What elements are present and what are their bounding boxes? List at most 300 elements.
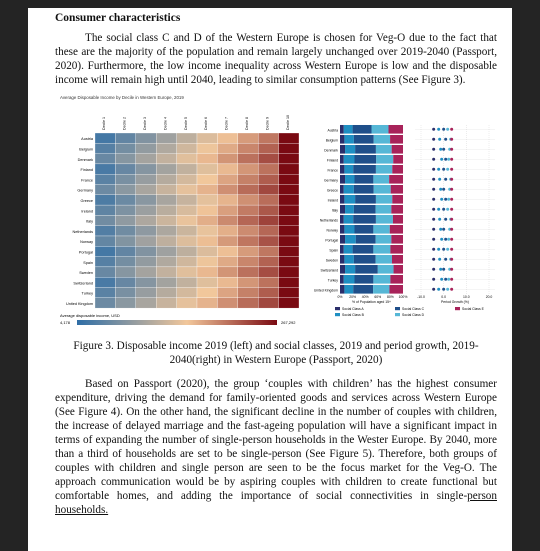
decile-header: Decile 10 bbox=[285, 115, 290, 130]
heatmap-cell bbox=[258, 164, 278, 174]
heatmap-cell bbox=[258, 298, 278, 308]
heatmap-cell bbox=[177, 195, 197, 205]
heatmap-cell bbox=[95, 164, 115, 174]
heatmap-cell bbox=[258, 143, 278, 153]
heatmap-cell bbox=[258, 277, 278, 287]
paragraph-consumer-classes: The social class C and D of the Western Europe is chosen for Veg-O due to the fact that these are the majority of the population and remain largely unchanged over 2019-2040 (Passport, 2020). Furthermore, the low income inequality across Western Europe is low and the disposable income will remain high until 2040, leading to similar consumption patterns (See Figure 3). bbox=[55, 32, 497, 86]
heatmap-cell bbox=[279, 215, 299, 225]
class-bar-segment bbox=[340, 285, 344, 294]
class-bar-segment bbox=[340, 275, 344, 284]
heatmap-cell bbox=[279, 154, 299, 164]
growth-dot bbox=[440, 238, 443, 241]
heatmap-cell bbox=[197, 174, 217, 184]
heatmap-cell bbox=[238, 277, 258, 287]
growth-dot bbox=[442, 268, 445, 271]
heatmap-cell bbox=[238, 174, 258, 184]
heatmap-cell bbox=[238, 267, 258, 277]
class-bar-segment bbox=[340, 235, 345, 244]
heatmap-cell bbox=[238, 298, 258, 308]
paragraph-body: Based on Passport (2020), the group ‘couples with children’ has the highest consumer expenditure, driving the demand for family-oriented goods and services across Western Europe (See Figure 4). On the other hand, the significant decline in the number of couples with children, the increase of delayed marriage and the fast-ageing population will have a significant impact in terms of expanding the number of single-person households in the Wester Europe. By 2040, more than a third of households are set to be single-person (See Figure 5). Therefore, both groups of couples with children and single person are seen to be the focus market for the Veg-O. The approach communication would be by aspiring couples with children to create functional but comfortable homes, and adding the importance of social connectivities in single- bbox=[55, 378, 497, 502]
class-bar-segment bbox=[354, 175, 373, 184]
decile-header: Decile 9 bbox=[265, 117, 270, 130]
heatmap-cell bbox=[136, 195, 156, 205]
growth-axis-tick: 0.0 bbox=[441, 295, 447, 299]
heatmap-cell bbox=[95, 277, 115, 287]
class-bar-segment bbox=[340, 215, 344, 224]
heatmap-cell bbox=[156, 185, 176, 195]
heatmap-cell bbox=[238, 205, 258, 215]
class-bar-segment bbox=[340, 185, 344, 194]
class-bar-segment bbox=[354, 205, 376, 214]
heatmap-country-label: Greece bbox=[80, 199, 93, 204]
growth-dot bbox=[447, 238, 450, 241]
heatmap-cell bbox=[238, 133, 258, 143]
growth-dot bbox=[450, 148, 453, 151]
heatmap-country-label: Belgium bbox=[79, 147, 93, 152]
class-bar-segment bbox=[353, 125, 372, 134]
heatmap-cell bbox=[95, 133, 115, 143]
heatmap-cell bbox=[279, 246, 299, 256]
class-bar-segment bbox=[345, 235, 356, 244]
heatmap-country-label: Austria bbox=[81, 137, 93, 142]
heatmap-cell bbox=[177, 298, 197, 308]
heatmap-cell bbox=[197, 143, 217, 153]
heatmap-cell bbox=[156, 298, 176, 308]
growth-dot bbox=[450, 258, 453, 261]
growth-dot bbox=[432, 218, 435, 221]
heatmap-cell bbox=[115, 246, 135, 256]
class-bar-segment bbox=[344, 135, 353, 144]
heatmap-cell bbox=[217, 257, 237, 267]
heatmap-cell bbox=[258, 133, 278, 143]
heatmap-cell bbox=[177, 236, 197, 246]
class-bar-segment bbox=[391, 185, 403, 194]
heatmap-cell bbox=[258, 236, 278, 246]
heatmap-cell bbox=[136, 164, 156, 174]
growth-dot bbox=[442, 168, 445, 171]
heatmap-cell bbox=[115, 288, 135, 298]
growth-dot bbox=[446, 168, 449, 171]
growth-dot bbox=[444, 178, 447, 181]
growth-axis-tick: 20.0 bbox=[485, 295, 493, 299]
figure-caption: Figure 3. Disposable income 2019 (left) and social classes, 2019 and period growth, 2019-2040(right) in Western Europe (Passport, 2020) bbox=[73, 340, 479, 366]
class-country-label: Greece bbox=[326, 188, 338, 193]
heatmap-cell bbox=[238, 143, 258, 153]
heatmap-cell bbox=[115, 298, 135, 308]
class-bar-segment bbox=[340, 155, 344, 164]
class-country-label: Netherlands bbox=[319, 218, 338, 223]
class-axis-label: % of Population aged 15+ bbox=[352, 300, 391, 304]
growth-dot bbox=[447, 158, 450, 161]
heatmap-country-label: France bbox=[81, 178, 93, 183]
class-bar-segment bbox=[392, 145, 403, 154]
decile-header: Decile 1 bbox=[102, 117, 107, 130]
growth-dot bbox=[440, 158, 443, 161]
heatmap-cell bbox=[115, 215, 135, 225]
class-bar-segment bbox=[391, 205, 403, 214]
growth-dot bbox=[432, 178, 435, 181]
class-bar-segment bbox=[344, 125, 353, 134]
class-bar-segment bbox=[392, 165, 403, 174]
heatmap-country-label: Netherlands bbox=[72, 229, 93, 234]
class-bar-segment bbox=[374, 135, 390, 144]
class-bar-segment bbox=[340, 225, 344, 234]
heatmap-cell bbox=[197, 277, 217, 287]
class-bar-segment bbox=[376, 145, 392, 154]
scale-label: Average disposable income, USD bbox=[60, 313, 120, 318]
class-bar-segment bbox=[354, 275, 373, 284]
growth-dot bbox=[446, 288, 449, 291]
growth-axis-label: Period Growth (%) bbox=[441, 300, 469, 304]
heatmap-cell bbox=[95, 215, 115, 225]
heatmap-cell bbox=[217, 143, 237, 153]
class-bar-segment bbox=[340, 145, 345, 154]
decile-header: Decile 5 bbox=[183, 117, 188, 130]
growth-dot bbox=[442, 188, 445, 191]
heatmap-cell bbox=[238, 195, 258, 205]
class-bar-segment bbox=[393, 155, 403, 164]
growth-dot bbox=[438, 258, 441, 261]
heatmap-cell bbox=[197, 185, 217, 195]
legend-label: Social Class B bbox=[342, 313, 364, 317]
heatmap-cell bbox=[238, 288, 258, 298]
heatmap-cell bbox=[197, 298, 217, 308]
growth-dot bbox=[438, 178, 441, 181]
decile-header: Decile 3 bbox=[143, 117, 147, 130]
heatmap-cell bbox=[136, 185, 156, 195]
class-country-label: United Kingdom bbox=[313, 288, 338, 293]
social-class-legend bbox=[335, 307, 485, 317]
class-country-label: Finland bbox=[326, 158, 338, 163]
class-bar-segment bbox=[344, 195, 355, 204]
growth-dot bbox=[439, 188, 442, 191]
legend-swatch bbox=[335, 313, 340, 316]
heatmap-cell bbox=[177, 246, 197, 256]
heatmap-cell bbox=[156, 133, 176, 143]
heatmap-cell bbox=[115, 205, 135, 215]
heatmap-cell bbox=[115, 236, 135, 246]
heatmap-cell bbox=[156, 174, 176, 184]
class-country-label: Turkey bbox=[327, 278, 338, 283]
heatmap-cell bbox=[217, 164, 237, 174]
growth-dot bbox=[432, 208, 435, 211]
class-bar-segment bbox=[376, 205, 392, 214]
class-bar-segment bbox=[353, 215, 376, 224]
heatmap-cell bbox=[156, 236, 176, 246]
heatmap-cell bbox=[279, 174, 299, 184]
heatmap-cell bbox=[156, 267, 176, 277]
heatmap-cell bbox=[258, 288, 278, 298]
heatmap-cell bbox=[217, 174, 237, 184]
heatmap-cell bbox=[156, 246, 176, 256]
heatmap-color-scale bbox=[60, 313, 296, 325]
heatmap-cell bbox=[156, 257, 176, 267]
legend-swatch bbox=[455, 307, 460, 310]
social-class-chart bbox=[314, 125, 407, 304]
growth-dot bbox=[432, 268, 435, 271]
heatmap-cell bbox=[258, 246, 278, 256]
growth-dot bbox=[432, 258, 435, 261]
heatmap-cell bbox=[279, 277, 299, 287]
class-bar-segment bbox=[376, 235, 392, 244]
heatmap-cell bbox=[156, 164, 176, 174]
growth-dot bbox=[439, 268, 442, 271]
class-bar-segment bbox=[340, 165, 344, 174]
class-country-label: Portugal bbox=[325, 238, 338, 243]
heatmap-cell bbox=[279, 226, 299, 236]
heatmap-cell bbox=[95, 205, 115, 215]
heatmap-cell bbox=[115, 154, 135, 164]
heatmap-cell bbox=[136, 215, 156, 225]
heatmap-cell bbox=[217, 246, 237, 256]
class-country-label: Sweden bbox=[325, 258, 338, 263]
heatmap-cell bbox=[258, 215, 278, 225]
class-bar-segment bbox=[345, 145, 355, 154]
paragraph-household-groups bbox=[55, 377, 497, 517]
growth-dot bbox=[440, 198, 443, 201]
growth-dot bbox=[437, 208, 440, 211]
class-country-label: Belgium bbox=[325, 138, 338, 143]
class-country-label: Ireland bbox=[327, 198, 338, 203]
heatmap-cell bbox=[136, 154, 156, 164]
heatmap-cell bbox=[136, 288, 156, 298]
class-bar-segment bbox=[392, 255, 403, 264]
heatmap-cell bbox=[177, 205, 197, 215]
class-bar-segment bbox=[354, 255, 376, 264]
legend-label: Social Class C bbox=[402, 307, 425, 311]
growth-dot bbox=[450, 178, 453, 181]
heatmap-cell bbox=[177, 267, 197, 277]
heatmap-cell bbox=[115, 164, 135, 174]
heatmap-cell bbox=[258, 226, 278, 236]
heatmap-cell bbox=[95, 185, 115, 195]
class-bar-segment bbox=[355, 145, 376, 154]
class-bar-segment bbox=[344, 255, 353, 264]
heatmap-cell bbox=[156, 226, 176, 236]
class-axis-tick: 80% bbox=[387, 295, 394, 299]
heatmap-cell bbox=[197, 215, 217, 225]
growth-axis-tick: -10.0 bbox=[417, 295, 425, 299]
growth-dot bbox=[432, 248, 435, 251]
heatmap-cell bbox=[156, 154, 176, 164]
legend-label: Social Class E bbox=[462, 307, 484, 311]
growth-dot bbox=[450, 278, 453, 281]
heatmap-cell bbox=[217, 215, 237, 225]
growth-dot bbox=[446, 208, 449, 211]
class-bar-segment bbox=[390, 135, 403, 144]
heatmap-cell bbox=[279, 185, 299, 195]
growth-dot bbox=[439, 148, 442, 151]
growth-dot bbox=[450, 228, 453, 231]
growth-dot bbox=[442, 228, 445, 231]
heatmap-cell bbox=[136, 205, 156, 215]
heatmap-cell bbox=[258, 267, 278, 277]
class-bar-segment bbox=[340, 175, 345, 184]
class-country-label: Switzerland bbox=[320, 268, 338, 273]
class-bar-segment bbox=[389, 285, 403, 294]
heatmap-cell bbox=[115, 267, 135, 277]
heatmap-cell bbox=[95, 257, 115, 267]
growth-dot bbox=[432, 158, 435, 161]
heatmap-cell bbox=[197, 195, 217, 205]
class-bar-segment bbox=[374, 185, 391, 194]
class-bar-segment bbox=[392, 195, 403, 204]
heatmap-cell bbox=[238, 215, 258, 225]
growth-dot bbox=[432, 288, 435, 291]
scale-max: 267,292 bbox=[281, 320, 296, 325]
heatmap-cell bbox=[115, 133, 135, 143]
class-bar-segment bbox=[372, 125, 389, 134]
heatmap-cell bbox=[156, 195, 176, 205]
heatmap-cell bbox=[197, 154, 217, 164]
growth-dot bbox=[442, 148, 445, 151]
heatmap-cell bbox=[238, 257, 258, 267]
heatmap-cell bbox=[279, 205, 299, 215]
heatmap-cell bbox=[95, 288, 115, 298]
heatmap-cell bbox=[95, 298, 115, 308]
heatmap-cell bbox=[95, 143, 115, 153]
decile-header: Decile 2 bbox=[122, 117, 127, 130]
growth-dot bbox=[444, 278, 447, 281]
growth-dot bbox=[438, 138, 441, 141]
class-bar-segment bbox=[340, 135, 344, 144]
class-bar-segment bbox=[355, 195, 376, 204]
heatmap-country-label: Denmark bbox=[77, 157, 93, 162]
growth-dot bbox=[432, 128, 435, 131]
heatmap-cell bbox=[177, 215, 197, 225]
figure-3-graphic bbox=[55, 95, 497, 335]
class-bar-segment bbox=[394, 265, 403, 274]
heatmap-country-label: Finland bbox=[80, 168, 93, 173]
heatmap-cell bbox=[115, 143, 135, 153]
heatmap-country-label: Portugal bbox=[78, 250, 93, 255]
class-bar-segment bbox=[340, 195, 344, 204]
heatmap-cell bbox=[95, 267, 115, 277]
growth-dot bbox=[440, 278, 443, 281]
heatmap-cell bbox=[279, 257, 299, 267]
heatmap-country-label: Sweden bbox=[79, 271, 93, 276]
class-axis-tick: 40% bbox=[361, 295, 369, 299]
class-axis-tick: 100% bbox=[398, 295, 408, 299]
class-bar-segment bbox=[373, 275, 390, 284]
class-bar-segment bbox=[353, 245, 374, 254]
decile-header: Decile 7 bbox=[224, 117, 229, 130]
figure-3 bbox=[55, 95, 497, 335]
heatmap-cell bbox=[238, 164, 258, 174]
heatmap-cell bbox=[177, 226, 197, 236]
class-bar-segment bbox=[390, 275, 403, 284]
class-bar-segment bbox=[376, 195, 392, 204]
growth-dot bbox=[432, 278, 435, 281]
heatmap-cell bbox=[115, 185, 135, 195]
class-bar-segment bbox=[356, 235, 376, 244]
class-bar-segment bbox=[344, 155, 355, 164]
heatmap-country-label: United Kingdom bbox=[65, 302, 93, 307]
legend-swatch bbox=[395, 307, 400, 310]
heatmap-cell bbox=[177, 154, 197, 164]
heatmap-cell bbox=[95, 195, 115, 205]
class-country-label: Austria bbox=[327, 128, 338, 133]
heatmap-cell bbox=[238, 226, 258, 236]
heatmap-cell bbox=[279, 164, 299, 174]
decile-header: Decile 4 bbox=[163, 117, 168, 130]
growth-dot bbox=[450, 238, 453, 241]
heatmap-cell bbox=[136, 236, 156, 246]
heatmap-cell bbox=[217, 277, 237, 287]
heatmap-cell bbox=[197, 288, 217, 298]
heatmap-cell bbox=[136, 277, 156, 287]
heatmap-cell bbox=[217, 267, 237, 277]
class-bar-segment bbox=[345, 175, 354, 184]
heatmap-cell bbox=[217, 236, 237, 246]
class-country-label: Italy bbox=[331, 208, 338, 213]
class-bar-segment bbox=[344, 185, 354, 194]
heatmap-cell bbox=[197, 257, 217, 267]
growth-dot bbox=[442, 248, 445, 251]
heatmap-cell bbox=[238, 246, 258, 256]
class-bar-segment bbox=[353, 165, 376, 174]
class-bar-segment bbox=[354, 155, 376, 164]
heatmap-cell bbox=[177, 164, 197, 174]
heatmap-cell bbox=[177, 288, 197, 298]
growth-dot bbox=[437, 168, 440, 171]
class-axis-tick: 20% bbox=[349, 295, 356, 299]
class-bar-segment bbox=[390, 245, 403, 254]
heatmap-cell bbox=[279, 236, 299, 246]
heatmap-cell bbox=[279, 288, 299, 298]
heatmap-cell bbox=[156, 205, 176, 215]
heatmap-cell bbox=[238, 185, 258, 195]
growth-dot bbox=[450, 288, 453, 291]
growth-dot bbox=[446, 128, 449, 131]
income-heatmap bbox=[66, 115, 299, 308]
heatmap-cell bbox=[177, 133, 197, 143]
class-bar-segment bbox=[340, 245, 344, 254]
heatmap-cell bbox=[279, 143, 299, 153]
paragraph-underlined-text: person households. bbox=[55, 490, 497, 516]
heatmap-cell bbox=[238, 236, 258, 246]
heatmap-cell bbox=[136, 174, 156, 184]
class-bar-segment bbox=[373, 225, 389, 234]
heatmap-cell bbox=[156, 288, 176, 298]
growth-dot bbox=[438, 218, 441, 221]
growth-dot bbox=[444, 138, 447, 141]
heatmap-cell bbox=[95, 226, 115, 236]
growth-dot bbox=[450, 138, 453, 141]
heatmap-cell bbox=[258, 257, 278, 267]
class-axis-tick: 0% bbox=[337, 295, 343, 299]
decile-header: Decile 6 bbox=[204, 117, 209, 130]
growth-dot bbox=[450, 188, 453, 191]
heatmap-cell bbox=[197, 226, 217, 236]
heatmap-cell bbox=[136, 226, 156, 236]
growth-dot bbox=[432, 168, 435, 171]
class-bar-segment bbox=[390, 225, 403, 234]
heatmap-country-label: Spain bbox=[83, 260, 93, 265]
class-bar-segment bbox=[373, 245, 390, 254]
heatmap-cell bbox=[258, 174, 278, 184]
heatmap-cell bbox=[217, 205, 237, 215]
heatmap-cell bbox=[136, 267, 156, 277]
class-bar-segment bbox=[353, 285, 373, 294]
growth-dot bbox=[450, 248, 453, 251]
growth-dot bbox=[446, 248, 449, 251]
heatmap-cell bbox=[258, 185, 278, 195]
heatmap-cell bbox=[136, 246, 156, 256]
heatmap-cell bbox=[217, 195, 237, 205]
class-bar-segment bbox=[376, 255, 392, 264]
heatmap-cell bbox=[156, 215, 176, 225]
